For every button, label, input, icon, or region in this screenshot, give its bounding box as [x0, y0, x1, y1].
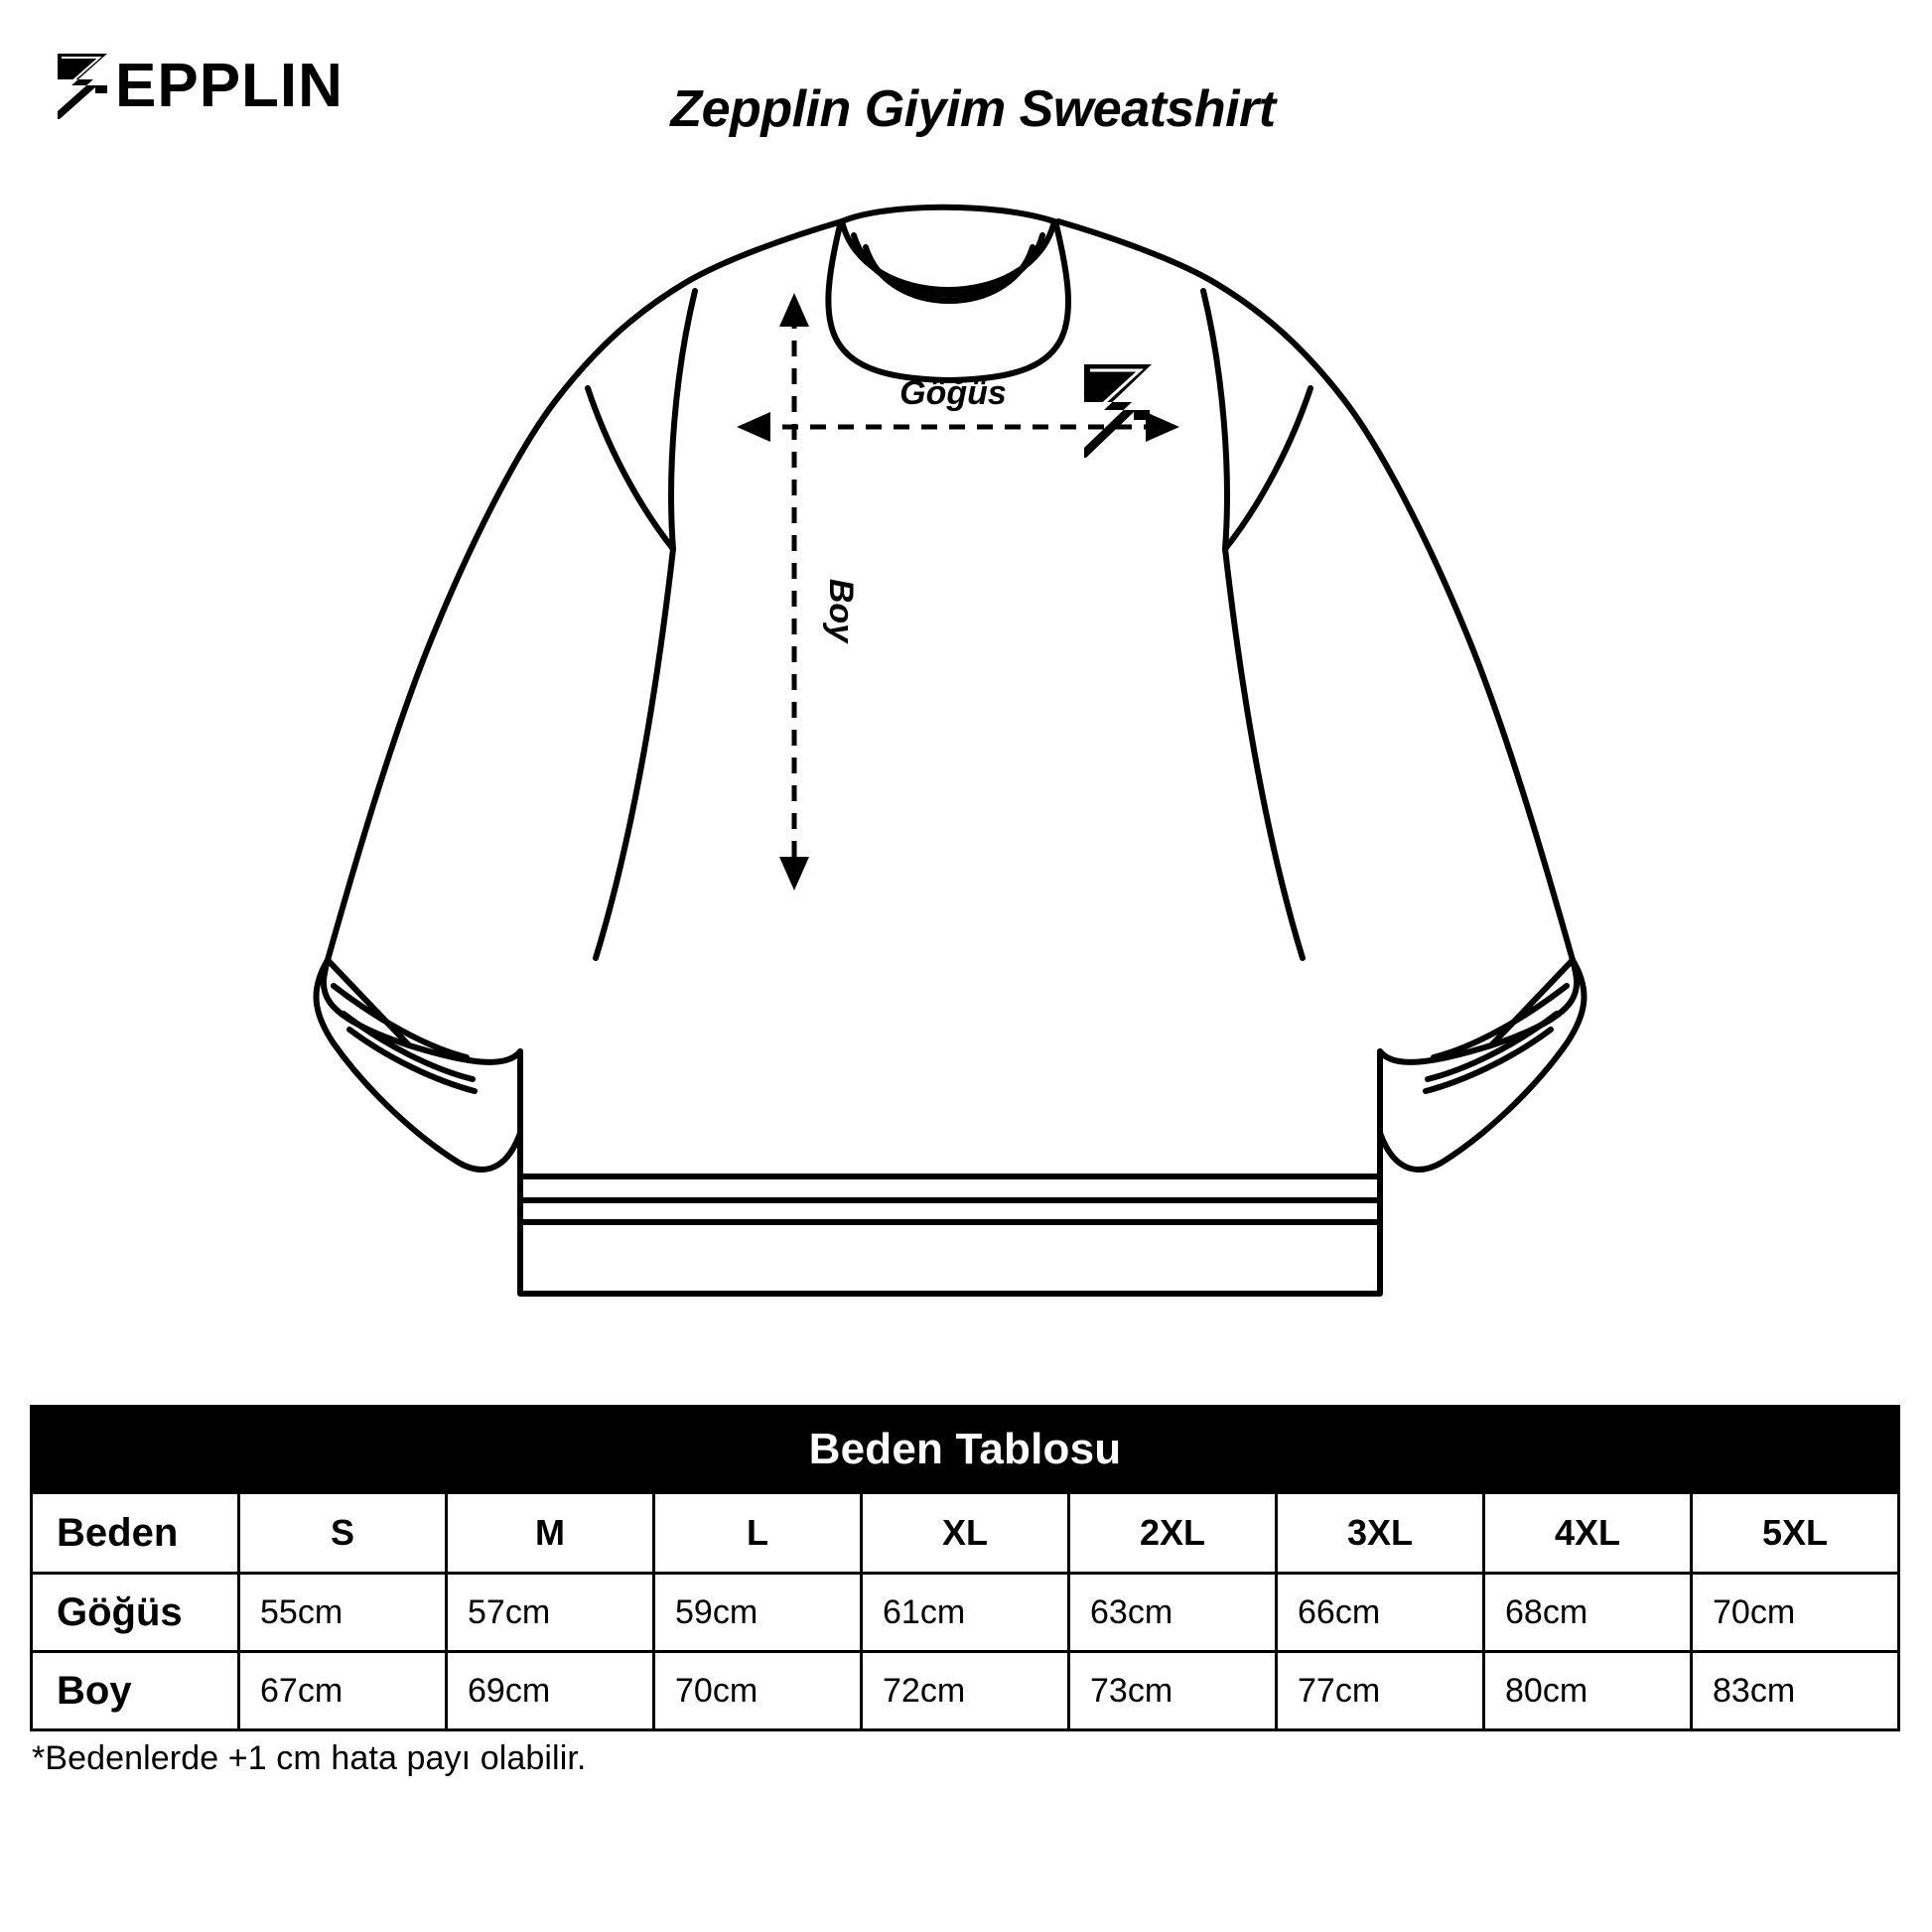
page-title	[586, 79, 1360, 139]
page-header	[0, 0, 1932, 189]
table-row	[32, 1652, 1899, 1730]
column-header-l: L	[654, 1493, 862, 1574]
vertical-double-arrow-icon	[779, 293, 809, 891]
table-note: *Bedenlerde +1 cm hata payı olabilir.	[32, 1739, 587, 1777]
table-title-row	[32, 1407, 1899, 1493]
column-header-xl: XL	[862, 1493, 1069, 1574]
cell-boy-xl: 72cm	[862, 1652, 1069, 1730]
table-row	[32, 1574, 1899, 1652]
cell-boy-2xl: 73cm	[1069, 1652, 1277, 1730]
cell-gogus-5xl: 70cm	[1692, 1574, 1899, 1652]
chest-dimension-label: Göğüs	[899, 374, 1007, 412]
cell-boy-s: 67cm	[239, 1652, 447, 1730]
cell-boy-m: 69cm	[447, 1652, 654, 1730]
page-title-light: Zepplin Giyim	[670, 80, 1020, 138]
cell-gogus-2xl: 63cm	[1069, 1574, 1277, 1652]
cell-gogus-3xl: 66cm	[1277, 1574, 1484, 1652]
z-mark-icon	[52, 50, 113, 123]
cell-gogus-s: 55cm	[239, 1574, 447, 1652]
brand-logo	[52, 44, 344, 129]
cell-boy-l: 70cm	[654, 1652, 862, 1730]
length-dimension-label: Boy	[822, 578, 860, 643]
column-header-2xl: 2XL	[1069, 1493, 1277, 1574]
cell-boy-3xl: 77cm	[1277, 1652, 1484, 1730]
table-title: Beden Tablosu	[32, 1407, 1899, 1493]
brand-wordmark: EPPLIN	[115, 52, 344, 120]
row-label-gogus: Göğüs	[32, 1574, 239, 1652]
size-chart-table	[30, 1405, 1900, 1731]
cell-boy-4xl: 80cm	[1484, 1652, 1692, 1730]
cell-gogus-4xl: 68cm	[1484, 1574, 1692, 1652]
cell-gogus-xl: 61cm	[862, 1574, 1069, 1652]
garment-illustration	[0, 174, 1932, 1365]
row-label-boy: Boy	[32, 1652, 239, 1730]
table-header-row	[32, 1493, 1899, 1574]
column-header-m: M	[447, 1493, 654, 1574]
column-header-s: S	[239, 1493, 447, 1574]
cell-boy-5xl: 83cm	[1692, 1652, 1899, 1730]
cell-gogus-l: 59cm	[654, 1574, 862, 1652]
column-header-3xl: 3XL	[1277, 1493, 1484, 1574]
cell-gogus-m: 57cm	[447, 1574, 654, 1652]
column-header-4xl: 4XL	[1484, 1493, 1692, 1574]
page-title-bold: Sweatshirt	[1019, 80, 1276, 138]
sweatshirt-outline	[317, 207, 1585, 1294]
column-header-beden: Beden	[32, 1493, 239, 1574]
z-mark-icon	[1084, 364, 1152, 458]
column-header-5xl: 5XL	[1692, 1493, 1899, 1574]
